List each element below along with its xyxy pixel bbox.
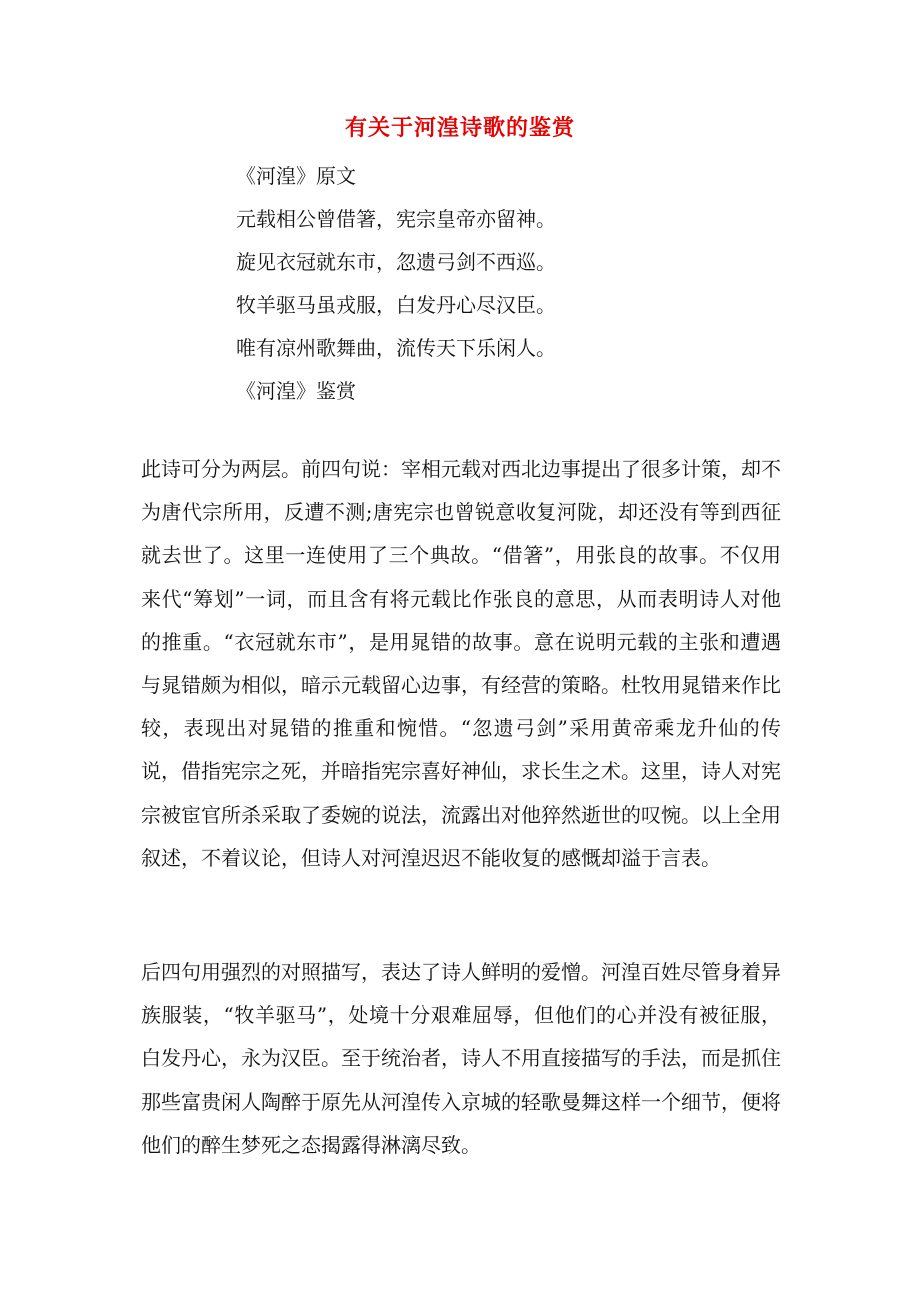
appreciation-paragraph-2: 后四句用强烈的对照描写，表达了诗人鲜明的爱憎。河湟百姓尽管身着异族服装，“牧羊驱马”，处境十分艰难屈辱，但他们的心并没有被征服，白发丹心，永为汉臣。至于统治者，诗人不用直接描写的手法，而是抓住那些富贵闲人陶醉于原先从河湟传入京城的轻歌曼舞这样一个细节，便将他们的醉生梦死之态揭露得淋漓尽致。 (141, 960, 781, 1157)
poem-appreciation-heading: 《河湟》鉴赏 (236, 379, 356, 403)
poem-line: 元载相公曾借箸，宪宗皇帝亦留神。 (236, 207, 556, 231)
poem-line: 唯有凉州歌舞曲，流传天下乐闲人。 (236, 336, 556, 360)
document-title: 有关于河湟诗歌的鉴赏 (344, 115, 575, 141)
poem-line: 旋见衣冠就东市，忽遗弓剑不西巡。 (236, 250, 556, 274)
poem-original-heading: 《河湟》原文 (236, 164, 356, 188)
poem-block (236, 155, 836, 413)
poem-line: 牧羊驱马虽戎服，白发丹心尽汉臣。 (236, 293, 556, 317)
appreciation-paragraph-1: 此诗可分为两层。前四句说：宰相元载对西北边事提出了很多计策，却不为唐代宗所用，反遭不测;唐宪宗也曾锐意收复河陇，却还没有等到西征就去世了。这里一连使用了三个典故。“借箸”，用张良的故事。不仅用来代“筹划”一词，而且含有将元载比作张良的意思，从而表明诗人对他的推重。“衣冠就东市”，是用晁错的故事。意在说明元载的主张和遭遇与晁错颇为相似，暗示元载留心边事，有经营的策略。杜牧用晁错来作比较，表现出对晁错的推重和惋惜。“忽遗弓剑”采用黄帝乘龙升仙的传说，借指宪宗之死，并暗指宪宗喜好神仙，求长生之术。这里，诗人对宪宗被宦官所杀采取了委婉的说法，流露出对他猝然逝世的叹惋。以上全用叙述，不着议论，但诗人对河湟迟迟不能收复的感慨却溢于言表。 (141, 457, 781, 870)
